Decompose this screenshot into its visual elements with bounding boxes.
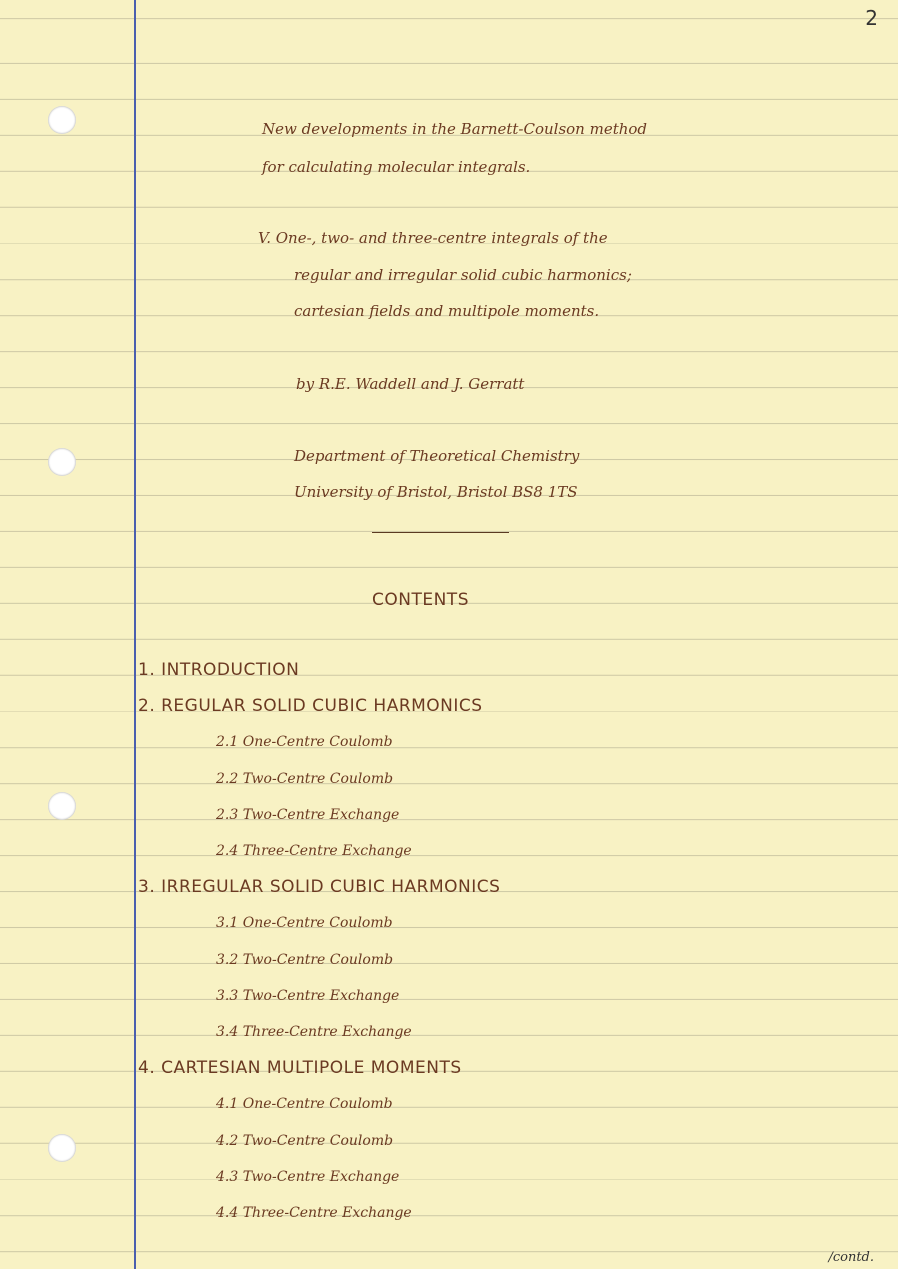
punch-hole xyxy=(48,1134,76,1162)
affiliation-line-1: Department of Theoretical Chemistry xyxy=(294,447,580,465)
subtitle-line-3: cartesian fields and multipole moments. xyxy=(294,302,600,320)
contents-subsection: 2.2 Two-Centre Coulomb xyxy=(216,770,394,787)
subtitle-line-1: V. One-, two- and three-centre integrals of the xyxy=(258,229,608,247)
contents-subsection: 3.2 Two-Centre Coulomb xyxy=(216,951,394,968)
punch-hole xyxy=(48,792,76,820)
punch-hole xyxy=(48,106,76,134)
authors: by R.E. Waddell and J. Gerratt xyxy=(296,375,525,393)
contents-section: 1. INTRODUCTION xyxy=(138,660,300,680)
contents-subsection: 3.3 Two-Centre Exchange xyxy=(216,987,400,1004)
punch-hole xyxy=(48,448,76,476)
contents-heading: CONTENTS xyxy=(372,590,469,610)
margin-line xyxy=(134,0,136,1269)
contents-subsection: 4.1 One-Centre Coulomb xyxy=(216,1096,393,1113)
affiliation-line-2: University of Bristol, Bristol BS8 1TS xyxy=(294,483,578,501)
contents-section: 4. CARTESIAN MULTIPOLE MOMENTS xyxy=(138,1058,462,1079)
contents-subsection: 2.1 One-Centre Coulomb xyxy=(216,734,393,751)
contents-section: 3. IRREGULAR SOLID CUBIC HARMONICS xyxy=(138,877,501,898)
contents-subsection: 4.3 Two-Centre Exchange xyxy=(216,1168,400,1185)
title-line-1: New developments in the Barnett-Coulson method xyxy=(262,120,648,138)
contents-subsection: 3.1 One-Centre Coulomb xyxy=(216,915,393,932)
subtitle-line-2: regular and irregular solid cubic harmonics; xyxy=(294,266,632,284)
contents-subsection: 2.4 Three-Centre Exchange xyxy=(216,843,412,859)
divider-rule xyxy=(372,532,509,533)
contents-subsection: 2.3 Two-Centre Exchange xyxy=(216,806,400,823)
title-line-2: for calculating molecular integrals. xyxy=(262,158,531,176)
contents-section: 2. REGULAR SOLID CUBIC HARMONICS xyxy=(138,696,483,717)
continued-note: /contd. xyxy=(828,1250,874,1265)
contents-subsection: 4.2 Two-Centre Coulomb xyxy=(216,1132,394,1149)
contents-subsection: 3.4 Three-Centre Exchange xyxy=(216,1024,412,1040)
page-number: 2 xyxy=(865,6,878,30)
contents-subsection: 4.4 Three-Centre Exchange xyxy=(216,1205,412,1221)
